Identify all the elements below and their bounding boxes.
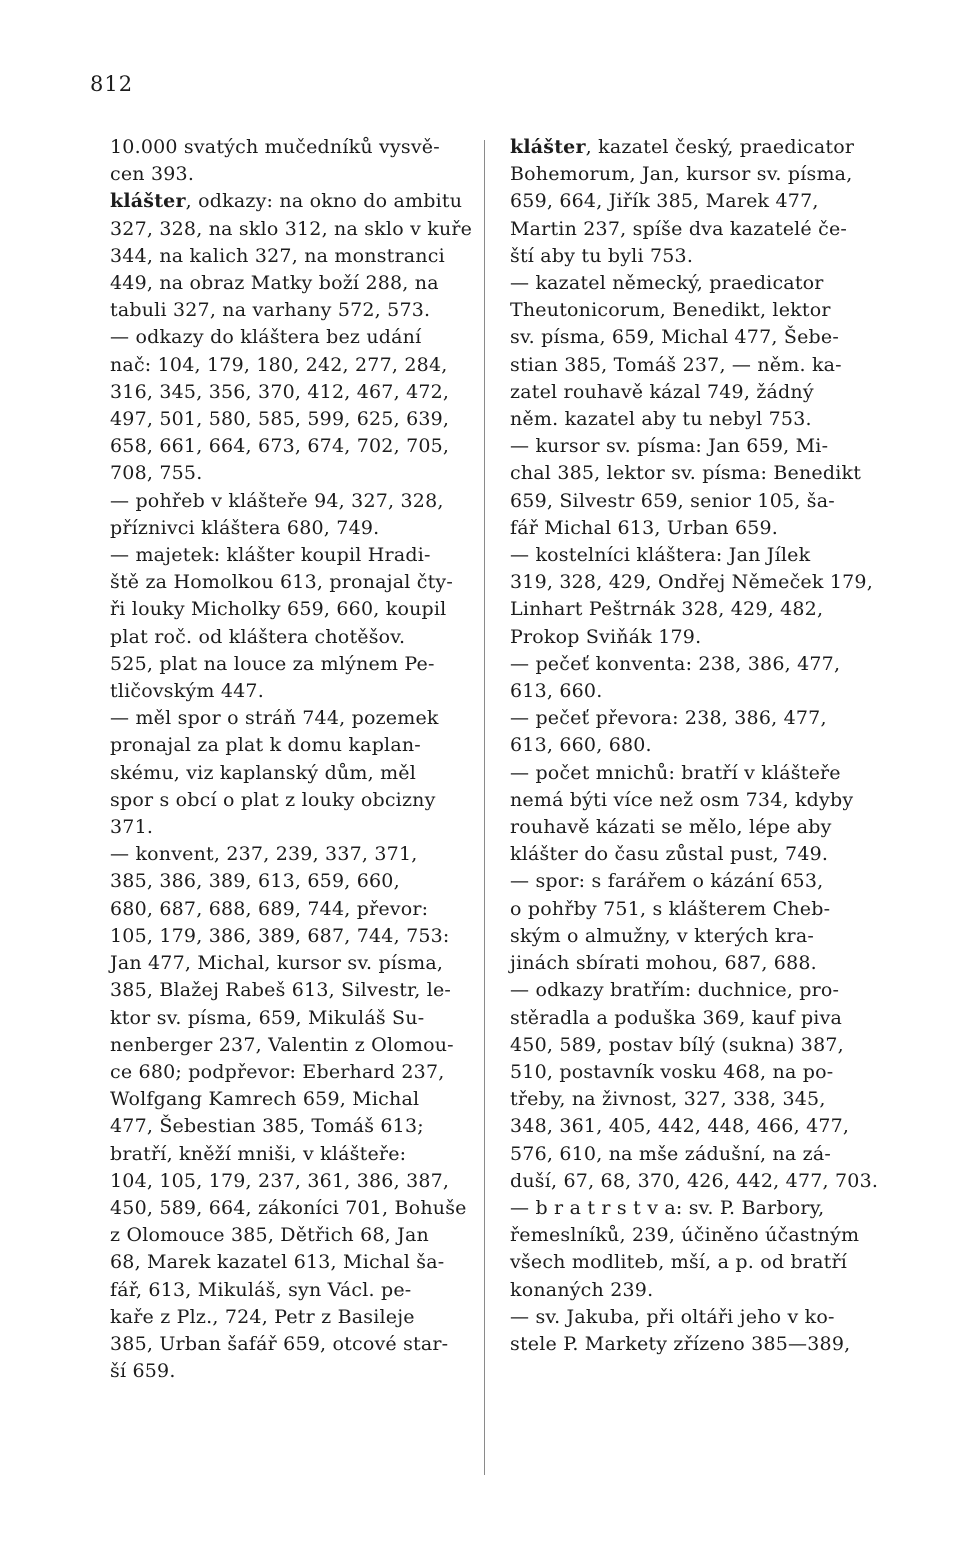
left-column-line: — měl spor o stráň 744, pozemek — [110, 707, 439, 730]
right-column-line: o pohřby 751, s klášterem Cheb- — [510, 897, 831, 920]
right-column-line: — pečeť převora: 238, 386, 477, — [510, 707, 827, 730]
left-column-line: 450, 589, 664, zákoníci 701, Bohuše — [110, 1196, 467, 1219]
column-divider — [484, 140, 485, 1475]
right-column-line: sv. písma, 659, Michal 477, Šebe- — [510, 326, 839, 349]
left-column-line: cen 393. — [110, 163, 195, 186]
right-column-line: 613, 660, 680. — [510, 734, 652, 757]
left-column-line: 525, plat na louce za mlýnem Pe- — [110, 652, 435, 675]
right-column-line: — b r a t r s t v a: sv. P. Barbory, — [510, 1196, 825, 1219]
left-column-line: bratří, kněží mniši, v klášteře: — [110, 1142, 407, 1165]
left-column-line: 385, Urban šafář 659, otcové star- — [110, 1332, 449, 1355]
left-column-line: 385, 386, 389, 613, 659, 660, — [110, 870, 400, 893]
left-column-line: tabuli 327, na varhany 572, 573. — [110, 299, 431, 322]
left-column-line: 680, 687, 688, 689, 744, převor: — [110, 897, 429, 920]
left-column-line: příznivci kláštera 680, 749. — [110, 516, 380, 539]
right-column-line: ským o almužny, v kterých kra- — [510, 924, 814, 947]
right-column-line: 348, 361, 405, 442, 448, 466, 477, — [510, 1115, 850, 1138]
right-column-line: stele P. Markety zřízeno 385—389, — [510, 1332, 851, 1355]
right-column-line: všech modliteb, mší, a p. od bratří — [510, 1251, 848, 1274]
left-column-line: 10.000 svatých mučedníků vysvě- — [110, 136, 440, 158]
right-column-line: řemeslníků, 239, účiněno účastným — [510, 1224, 860, 1247]
left-column-line: 708, 755. — [110, 462, 203, 485]
right-column-line: 319, 328, 429, Ondřej Němeček 179, — [510, 571, 873, 594]
left-column-line: 497, 501, 580, 585, 599, 625, 639, — [110, 408, 450, 431]
right-column-line: 613, 660. — [510, 680, 603, 703]
left-column-line: 371. — [110, 816, 154, 839]
right-column-line: Bohemorum, Jan, kursor sv. písma, — [510, 163, 853, 186]
left-column-line: — majetek: klášter koupil Hradi- — [110, 544, 431, 567]
left-column-line: 316, 345, 356, 370, 412, 467, 472, — [110, 380, 450, 403]
right-column-line: 576, 610, na mše zádušní, na zá- — [510, 1142, 831, 1165]
left-column-line: 658, 661, 664, 673, 674, 702, 705, — [110, 435, 450, 458]
left-column-line: 104, 105, 179, 237, 361, 386, 387, — [110, 1169, 450, 1192]
right-column-line: Prokop Sviňák 179. — [510, 625, 702, 648]
right-column-line: — kazatel německý, praedicator — [510, 272, 824, 295]
left-column-line: — konvent, 237, 239, 337, 371, — [110, 843, 418, 866]
right-column-line: zatel rouhavě kázal 749, žádný — [510, 380, 814, 403]
left-column-line: 105, 179, 386, 389, 687, 744, 753: — [110, 924, 450, 947]
right-column-line: klášter, kazatel český, praedicator — [510, 136, 855, 158]
right-column-line: — pečeť konventa: 238, 386, 477, — [510, 652, 841, 675]
right-column-line: 510, postavník vosku 468, na po- — [510, 1060, 834, 1083]
left-column-line: 327, 328, na sklo 312, na sklo v kuře — [110, 217, 473, 240]
left-column-line: tličovským 447. — [110, 680, 264, 703]
right-column-line: fář Michal 613, Urban 659. — [510, 516, 779, 539]
left-column-line: ktor sv. písma, 659, Mikuláš Su- — [110, 1006, 425, 1029]
right-column-line: — sv. Jakuba, při oltáři jeho v ko- — [510, 1305, 835, 1328]
left-column-line: nenberger 237, Valentin z Olomou- — [110, 1033, 454, 1056]
right-column-line: — odkazy bratřím: duchnice, pro- — [510, 979, 840, 1002]
right-column-line: — kostelníci kláštera: Jan Jílek — [510, 544, 811, 567]
left-column-line: fář, 613, Mikuláš, syn Václ. pe- — [110, 1278, 412, 1301]
left-column-line: 449, na obraz Matky boží 288, na — [110, 272, 439, 295]
right-column-line: nemá býti více než osm 734, kdyby — [510, 788, 854, 811]
right-column-line: Theutonicorum, Benedikt, lektor — [510, 299, 831, 322]
right-column-line: — počet mnichů: bratří v klášteře — [510, 761, 841, 784]
right-column-line: třeby, na živnost, 327, 338, 345, — [510, 1088, 826, 1111]
left-column-line: 385, Blažej Rabeš 613, Silvestr, le- — [110, 979, 452, 1002]
right-column-line: jinách sbírati mohou, 687, 688. — [510, 952, 817, 975]
left-column-line: pronajal za plat k domu kaplan- — [110, 734, 421, 757]
left-column-line: nač: 104, 179, 180, 242, 277, 284, — [110, 353, 448, 376]
left-column-line: — pohřeb v klášteře 94, 327, 328, — [110, 489, 444, 512]
right-column-line: něm. kazatel aby tu nebyl 753. — [510, 408, 812, 431]
right-column-line: ští aby tu byli 753. — [510, 244, 694, 267]
left-column-line: 477, Šebestian 385, Tomáš 613; — [110, 1115, 424, 1138]
left-column-line: Jan 477, Michal, kursor sv. písma, — [110, 952, 444, 975]
right-column-line: 659, 664, Jiřík 385, Marek 477, — [510, 190, 819, 213]
left-column-line: z Olomouce 385, Dětřich 68, Jan — [110, 1224, 429, 1247]
left-column-line: klášter, odkazy: na okno do ambitu — [110, 190, 463, 213]
left-column-line: ce 680; podpřevor: Eberhard 237, — [110, 1060, 445, 1083]
left-column — [110, 134, 482, 1385]
left-column-line: 68, Marek kazatel 613, Michal ša- — [110, 1251, 445, 1274]
right-column-line: stian 385, Tomáš 237, — něm. ka- — [510, 353, 842, 376]
right-column-line: duší, 67, 68, 370, 426, 442, 477, 703. — [510, 1169, 879, 1192]
right-column-line: — kursor sv. písma: Jan 659, Mi- — [510, 435, 829, 458]
right-column-line: rouhavě kázati se mělo, lépe aby — [510, 816, 832, 839]
left-column-line: — odkazy do kláštera bez udání — [110, 326, 422, 349]
right-column-line: chal 385, lektor sv. písma: Benedikt — [510, 462, 862, 485]
right-column-line: — spor: s farářem o kázání 653, — [510, 870, 824, 893]
right-column — [510, 134, 895, 1358]
left-column-line: ší 659. — [110, 1360, 176, 1383]
right-column-line: klášter do času zůstal pust, 749. — [510, 843, 829, 866]
right-column-line: stěradla a poduška 369, kauf piva — [510, 1006, 843, 1029]
left-column-line: kaře z Plz., 724, Petr z Basileje — [110, 1305, 415, 1328]
left-column-line: Wolfgang Kamrech 659, Michal — [110, 1088, 420, 1111]
right-column-line: konaných 239. — [510, 1278, 654, 1301]
left-column-line: spor s obcí o plat z louky obcizny — [110, 788, 436, 811]
left-column-line: 344, na kalich 327, na monstranci — [110, 244, 445, 267]
left-column-line: plat roč. od kláštera chotěšov. — [110, 625, 406, 648]
left-column-line: skému, viz kaplanský dům, měl — [110, 761, 417, 784]
right-column-line: 659, Silvestr 659, senior 105, ša- — [510, 489, 835, 512]
right-column-line: Linhart Peštrnák 328, 429, 482, — [510, 598, 824, 621]
right-column-line: Martin 237, spíše dva kazatelé če- — [510, 217, 848, 240]
page-number: 812 — [90, 72, 134, 96]
left-column-line: ště za Homolkou 613, pronajal čty- — [110, 571, 453, 594]
right-column-line: 450, 589, postav bílý (sukna) 387, — [510, 1033, 844, 1056]
left-column-line: ři louky Micholky 659, 660, koupil — [110, 598, 447, 621]
